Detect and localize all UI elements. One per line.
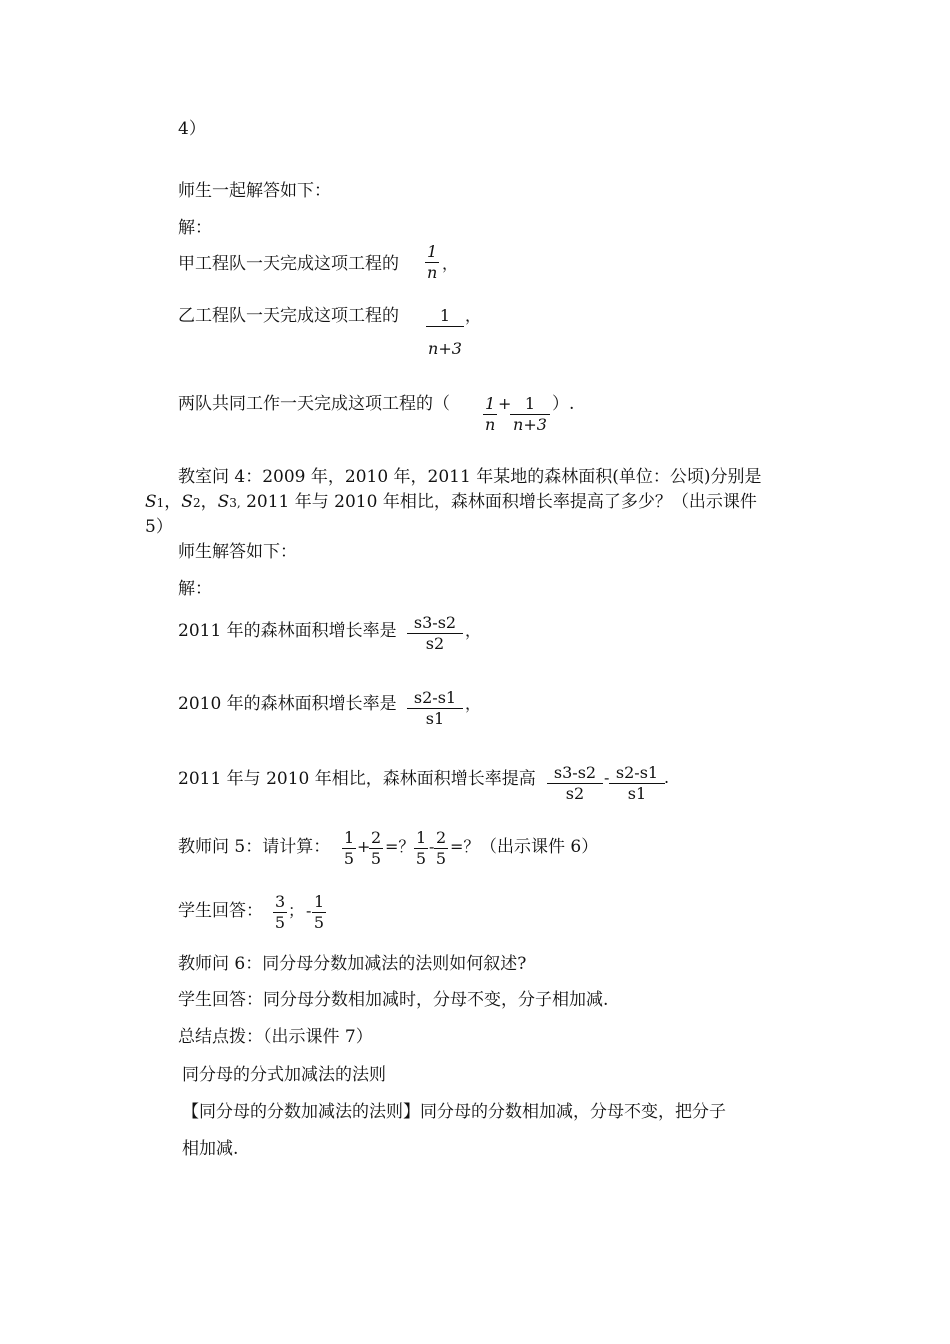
team-a-text: 甲工程队一天完成这项工程的 — [178, 254, 399, 274]
fraction-denominator: 5 — [274, 913, 286, 932]
semicolon: ； — [288, 901, 305, 920]
subscript: 1 — [156, 496, 165, 510]
fraction-denominator: s2 — [425, 634, 445, 653]
fraction-numerator: 1 — [344, 828, 355, 847]
fraction-denominator: 5 — [343, 849, 355, 868]
fraction-3-over-5 — [273, 892, 287, 933]
comma: ， — [465, 694, 482, 713]
fraction-s2-s1-over-s1 — [609, 763, 665, 804]
fraction-denominator: n — [484, 415, 496, 434]
fraction-1-over-5 — [312, 892, 326, 933]
fraction-numerator: 1 — [510, 394, 550, 415]
summary-label: 总结点拨：（出示课件 7） — [178, 1027, 373, 1047]
fraction-numerator: s3-s2 — [547, 763, 603, 784]
separator: ， — [164, 492, 182, 512]
fraction-denominator: 5 — [435, 849, 447, 868]
fraction-1-over-n-plus-3 — [510, 394, 550, 435]
fraction-denominator: n+3 — [428, 339, 462, 358]
fraction-numerator: 1 — [485, 394, 496, 413]
rate-2011-text: 2011 年的森林面积增长率是 — [178, 621, 397, 641]
fraction-numerator: s2-s1 — [609, 763, 665, 784]
answer-intro-2: 师生解答如下： — [178, 542, 297, 562]
rule-text: 【同分母的分数加减法的法则】同分母的分数相加减，分母不变，把分子 — [182, 1102, 726, 1122]
fraction-numerator: 1 — [416, 828, 427, 847]
comma: ， — [442, 254, 459, 273]
fraction-1-over-n-plus-3 — [426, 306, 464, 359]
period: . — [664, 768, 670, 787]
fraction-denominator: s1 — [627, 784, 647, 803]
comma: ， — [465, 621, 482, 640]
fraction-denominator: 5 — [415, 849, 427, 868]
rule-text-cont: 相加减. — [182, 1139, 239, 1159]
solution-label: 解： — [178, 218, 212, 238]
minus-sign: - — [604, 768, 610, 787]
item-number: 4） — [178, 119, 206, 139]
subscript: 3, — [229, 496, 241, 510]
fraction-numerator: 3 — [275, 892, 286, 911]
fraction-denominator: s2 — [565, 784, 585, 803]
equals-question: =？ — [385, 837, 415, 856]
fraction-numerator: 2 — [371, 828, 382, 847]
fraction-1-over-5 — [342, 828, 356, 869]
fraction-numerator: 1 — [314, 892, 325, 911]
question-4-text: 2011 年与 2010 年相比，森林面积增长率提高了多少？（出示课件 — [240, 492, 757, 512]
question-4-end: 5） — [145, 517, 173, 537]
question-5: 教师问 5：请计算： — [178, 837, 331, 857]
solution-label-2: 解： — [178, 579, 212, 599]
minus-sign: - — [306, 901, 312, 920]
fraction-numerator: 1 — [426, 306, 464, 327]
fraction-numerator: s3-s2 — [407, 613, 463, 634]
fraction-2-over-5 — [434, 828, 448, 869]
fraction-numerator: 2 — [436, 828, 447, 847]
var-s: S — [217, 492, 230, 512]
fraction-denominator: n — [426, 263, 438, 282]
fraction-denominator: n+3 — [513, 415, 547, 434]
fraction-denominator: 5 — [313, 913, 325, 932]
fraction-numerator: 1 — [427, 242, 438, 261]
question-5-courseware: （出示课件 6） — [480, 837, 599, 857]
student-answer-6: 学生回答：同分母分数相加减时，分母不变，分子相加减. — [178, 990, 609, 1010]
question-6: 教师问 6：同分母分数加减法的法则如何叙述? — [178, 954, 527, 974]
plus-sign: + — [357, 837, 371, 856]
both-teams-text: 两队共同工作一天完成这项工程的（ — [178, 394, 450, 414]
subscript: 2 — [192, 496, 201, 510]
fraction-numerator: s2-s1 — [407, 688, 463, 709]
rule-title: 同分母的分式加减法的法则 — [182, 1065, 386, 1085]
comma: ， — [465, 306, 482, 325]
fraction-s2-s1-over-s1 — [407, 688, 463, 729]
equals-question: =？ — [450, 837, 480, 856]
fraction-s3-s2-over-s2 — [547, 763, 603, 804]
fraction-s3-s2-over-s2 — [407, 613, 463, 654]
team-b-text: 乙工程队一天完成这项工程的 — [178, 306, 399, 326]
rate-2010-text: 2010 年的森林面积增长率是 — [178, 694, 397, 714]
fraction-denominator: 5 — [370, 849, 382, 868]
question-4-cont — [145, 491, 757, 514]
fraction-1-over-n — [483, 394, 497, 435]
answer-intro: 师生一起解答如下： — [178, 181, 331, 201]
fraction-2-over-5 — [369, 828, 383, 869]
closing-paren: ）. — [552, 394, 575, 414]
var-s: S — [181, 492, 193, 512]
var-s: S — [145, 492, 157, 512]
fraction-1-over-5 — [414, 828, 428, 869]
plus-sign: + — [498, 394, 512, 413]
question-4: 教室问 4：2009 年，2010 年，2011 年某地的森林面积(单位：公顷)分别是 — [178, 467, 762, 487]
fraction-1-over-n — [425, 242, 439, 283]
rate-increase-text: 2011 年与 2010 年相比，森林面积增长率提高 — [178, 769, 536, 789]
student-answer-label: 学生回答： — [178, 901, 263, 921]
separator: ， — [200, 492, 218, 512]
fraction-denominator: s1 — [425, 709, 445, 728]
minus-sign: - — [429, 837, 435, 856]
